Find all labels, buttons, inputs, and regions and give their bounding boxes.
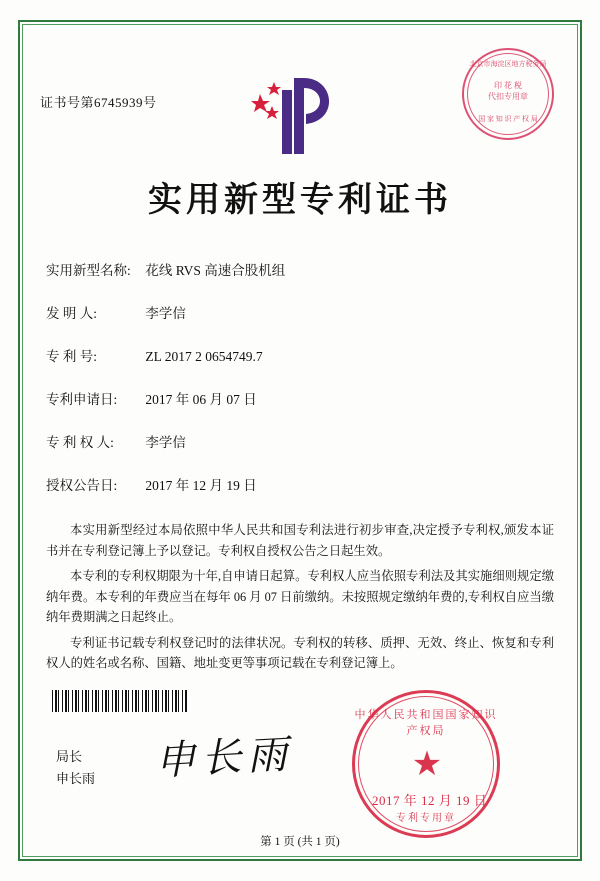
official-seal (352, 690, 502, 840)
body-text (46, 520, 554, 679)
field-label: 专 利 号: (46, 349, 98, 364)
field-value: 李学信 (145, 435, 186, 450)
field-row (46, 434, 546, 452)
official-seal-top-text: 中华人民共和国国家知识产权局 (354, 709, 498, 737)
page-title: 实用新型专利证书 (148, 182, 452, 219)
tax-stamp-top-text: 北京市海淀区地方税务局 (469, 60, 547, 68)
certificate-number: 证书号第6745939号 (40, 95, 157, 110)
director-handwritten-signature: 申长雨 (154, 731, 295, 785)
body-paragraph: 本专利的专利权期限为十年,自申请日起算。专利权人应当依照专利法及其实施细则规定缴纳年费。本专利的年费应当在每年 06 月 07 日前缴纳。未按照规定缴纳年费的,专利权自应当缴纳年费期满之日起终止。 (46, 569, 554, 624)
director-name: 申长雨 (56, 771, 96, 786)
field-list (46, 262, 546, 520)
field-label: 专 利 权 人: (46, 435, 114, 450)
tax-stamp-mid-text-1: 印 花 税 (494, 81, 522, 90)
field-row (46, 348, 546, 366)
field-row (46, 391, 546, 409)
field-value: 2017 年 06 月 07 日 (145, 392, 257, 407)
official-seal-bottom-text: 专利专用章 (396, 813, 456, 824)
body-paragraph: 本实用新型经过本局依照中华人民共和国专利法进行初步审查,决定授予专利权,颁发本证书并在专利登记簿上予以登记。专利权自授权公告之日起生效。 (46, 523, 554, 558)
field-label: 授权公告日: (46, 478, 118, 493)
page-footer: 第 1 页 (共 1 页) (260, 836, 340, 848)
director-title-label: 局长 (56, 749, 83, 764)
cnipa-logo-icon (248, 72, 358, 157)
star-icon: ★ (411, 746, 443, 783)
field-value: 李学信 (145, 306, 186, 321)
seal-date: 2017 年 12 月 19 日 (372, 793, 488, 808)
field-row (46, 262, 546, 280)
field-value: 2017 年 12 月 19 日 (145, 478, 257, 493)
barcode (52, 690, 187, 712)
barcode-bars (52, 690, 187, 712)
field-label: 专利申请日: (46, 392, 118, 407)
field-value: 花线 RVS 高速合股机组 (145, 263, 286, 278)
field-row (46, 477, 546, 495)
tax-stamp-bottom-text: 国 家 知 识 产 权 局 (478, 115, 538, 123)
tax-stamp-seal (462, 48, 558, 144)
field-value: ZL 2017 2 0654749.7 (145, 349, 263, 364)
field-label: 实用新型名称: (46, 263, 131, 278)
field-row (46, 305, 546, 323)
tax-stamp-mid-text-2: 代扣专用章 (488, 92, 528, 101)
field-label: 发 明 人: (46, 306, 98, 321)
body-paragraph: 专利证书记载专利权登记时的法律状况。专利权的转移、质押、无效、终止、恢复和专利权人的姓名或名称、国籍、地址变更等事项记载在专利登记簿上。 (46, 635, 554, 670)
